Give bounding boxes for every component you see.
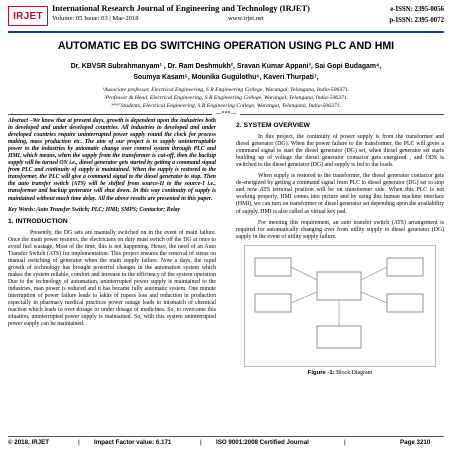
overview-paragraph-2: When supply is restored to the transformer, the diesel generator contactor gets de-energized by getting a command signal from PLC to diesel generator (DG) set to stop and now ATS terminal position will be on transformer side. When this PLC is not working properly, HMI comes into picture and by using this human machine interface (HMI), we can turn on transformer or diesel generator set depending upon the availability of supply. HMI is also called as virtual key pad.	[236, 173, 444, 215]
overview-paragraph-3: For meeting this requirement, an auto transfer switch (ATS) arrangement is required for automatically changing over from utility supply to diesel generator (DG) supply in the event of utility supply failure.	[236, 219, 444, 240]
diagram-connector	[291, 267, 317, 280]
figure-caption-text: Block Diagram	[334, 369, 373, 376]
footer-iso: ISO 9001:2008 Certified Journal	[216, 439, 309, 446]
figure-caption-label: Figure -1:	[307, 369, 335, 376]
right-column	[236, 118, 444, 377]
affiliation-3: ³⁴⁵⁶⁷Students, Electrical Engineering, S R Engineering College, Warangal, Telangana, India-506371.	[111, 103, 341, 110]
footer-page-number: Page 3210	[400, 439, 431, 446]
overview-paragraph-1: In this project, the continuity of power supply is from the transformer and diesel generator (DG). When the power failure to the transformer, the PLC will gives a command signal to start the diesel generator (DG) set, when diesel generator set starts building up of voltage the diesel generator contactor gets energized , and ODS is switched to the diesel generator (DG) and supply is fed to the loads.	[236, 134, 444, 169]
diagram-block	[255, 294, 291, 312]
left-column	[8, 118, 216, 332]
footer-divider	[8, 436, 444, 437]
footer-separator: |	[344, 439, 346, 446]
author-list	[14, 61, 438, 83]
irjet-logo: IRJET	[8, 6, 48, 26]
authors-line-1: Dr. KBVSR Subrahmanyam¹ , Dr. Ram Deshmukh², Sravan Kumar Appani³, Sai Gopi Budagam⁴,	[70, 63, 382, 70]
diagram-connector	[361, 267, 387, 280]
diagram-connector	[361, 292, 387, 303]
keywords: Key Words: Auto Transfer Switch; PLC; HMI; SMPS; Contactor; Relay	[8, 206, 181, 213]
system-overview-heading: 2. SYSTEM OVERVIEW	[236, 122, 310, 129]
introduction-heading: 1. INTRODUCTION	[8, 217, 68, 225]
diagram-block	[387, 258, 423, 276]
affiliation-1: ¹Associate professor, Electrical Engineering, S R Engineering College, Warangal, Telangana, India-506371.	[102, 87, 350, 93]
block-diagram-image	[245, 246, 435, 366]
abstract: Abstract –We know that at present days, growth is dependent upon the industries both in developed and under developed countries. All industries in developed and under developed countries require uninterrupted power supply round the clock for process making, mass production etc. The aim of our project is to supply uninterruptable power to the industries by automatic change over control system through PLC and HMI, which means, when the supply from the transformer is cut-off, then the backup supply will be turned ON i.e., diesel generator gets started by getting a command signal from PLC and continuity of supply is maintained. When the supply is restored to the transformer, the PLC will give a command signal to the diesel generator to stop. Then the auto transfer switch (ATS) will be shifted from source-II to the source-I i.e., transformer and backup generator will shut down. In this way continuity of supply is maintained without much time delay. All the above results are presented in this paper.	[8, 118, 216, 202]
journal-website-link[interactable]: www.irjet.net	[228, 15, 264, 22]
journal-header	[8, 4, 444, 30]
journal-name: International Research Journal of Engineering and Technology (IRJET)	[52, 4, 310, 13]
footer-copyright: © 2018, IRJET	[8, 439, 50, 446]
affiliation-2: ²Professor & Head, Electrical Engineering, S R Engineering College, Warangal, Telangana, India-506371.	[103, 95, 349, 102]
diagram-block	[317, 272, 361, 300]
figure-caption	[236, 370, 444, 377]
block-diagram-figure	[244, 245, 436, 367]
footer-impact-factor: Impact Factor value: 6.171	[94, 439, 172, 446]
eissn: e-ISSN: 2395-0056	[390, 6, 444, 13]
page-footer	[8, 439, 444, 449]
footer-separator: |	[78, 439, 80, 446]
diagram-block	[317, 326, 361, 348]
diagram-block	[387, 294, 423, 312]
introduction-paragraph: Presently, the DG sets are manually switched on in the event of main failure. Once the main power restores, the electricians on duty must switch off the DG at once to avoid fuel wastage. Most of the time, this is not happening. Hence, the need of an Auto Transfer Switch (ATS) for implementation. This project ensures the removal of stress on manual switching of generator when the main supply failure. Now a days, the rapid growth of technology has brought powerful changes in the automation system which makes the system reliable, comfort and increase in the efficiency of the system operation Due to the technology of automation, uninterrupted power supply is maintained to the industries, man power is reduced and it has became fully automatic system. One minute interruption of power failure leads to lakhs of rupees loss and reduction in production especially in pharmacy medical practices power outage leads to mismatch of chemical reaction which leads to over dosage or under dosage of medicines. So, to overcome this situation, uninterrupted power supply is maintained. So, with this system uninterrupted power supply can be maintained.	[8, 229, 216, 328]
affiliations	[14, 86, 438, 111]
pissn: p-ISSN: 2395-0072	[389, 17, 444, 24]
footer-separator: |	[200, 439, 202, 446]
header-divider	[8, 31, 444, 33]
paper-title: AUTOMATIC EB DG SWITCHING OPERATION USING PLC AND HMI	[57, 40, 395, 52]
authors-line-2: Soumya Kasam⁵, Mounika Gugulothu⁶, Kaveri Thurpati⁷,	[133, 74, 319, 81]
issn-block	[378, 4, 444, 26]
issue-line	[52, 15, 372, 22]
volume-issue: Volume: 05 Issue: 03 | Mar-2018	[52, 15, 139, 22]
diagram-connector	[291, 292, 317, 303]
diagram-block	[255, 258, 291, 276]
divider-stars: ---***---	[212, 110, 240, 118]
